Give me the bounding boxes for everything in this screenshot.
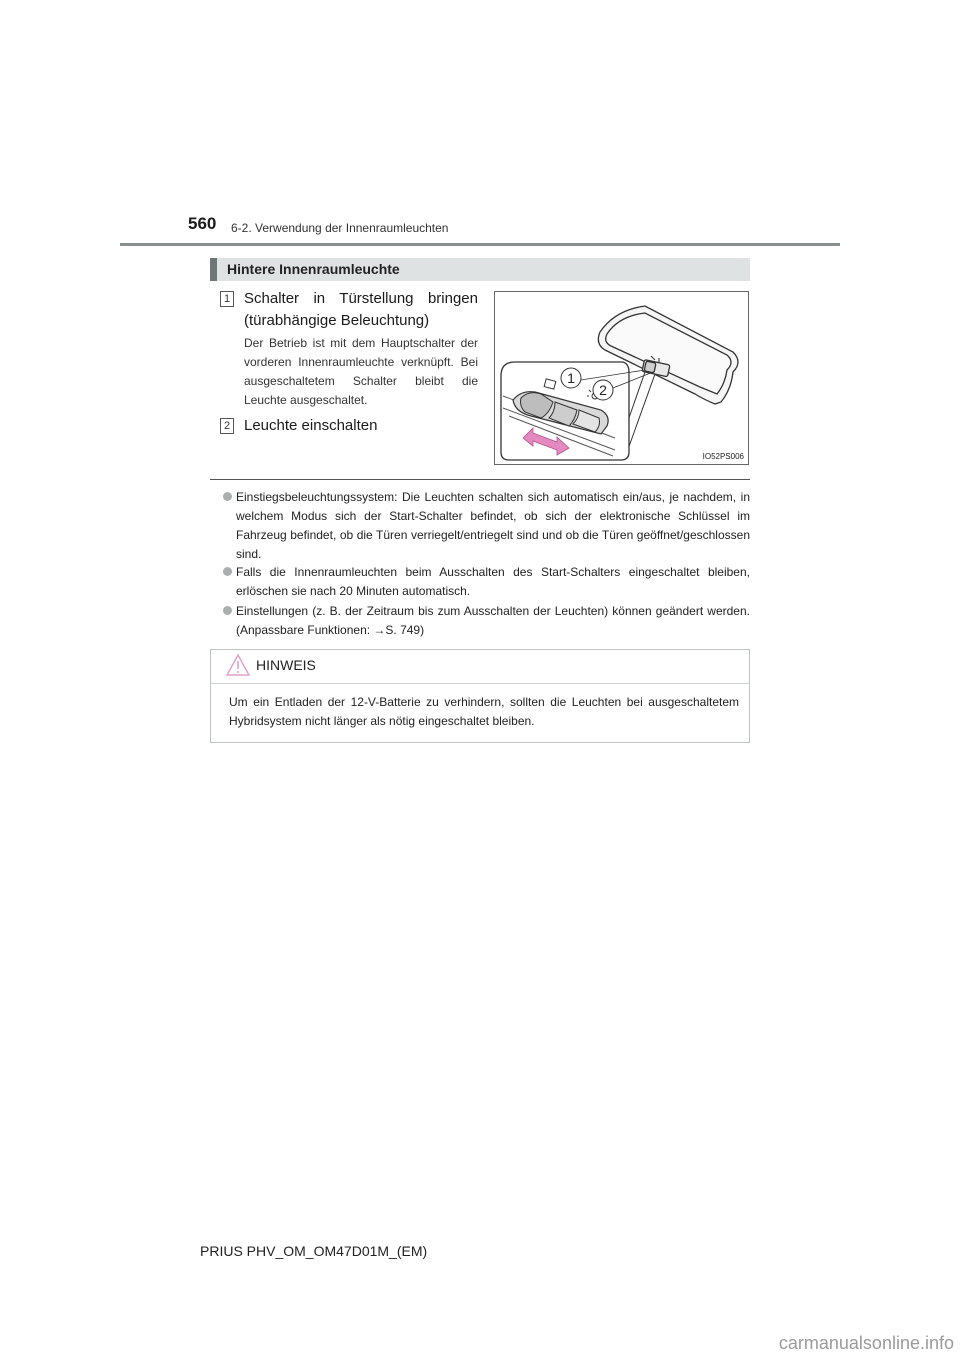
bullet-text: Einstellungen (z. B. der Zeitraum bis zum Ausschalten der Leuchten) können geändert werden. (Anpassbare Funktionen: →S. 749) [236,604,750,637]
page-number: 560 [188,214,217,233]
rear-light-drawing [495,292,748,464]
chapter-title: 6-2. Verwendung der Innenraumleuchten [231,221,449,235]
item-1-title: Schalter in Türstellung bringen (türabhängige Beleuchtung) [244,290,478,329]
bullet-dot-icon [223,492,232,501]
rear-light-illustration [494,291,749,465]
notice-label: HINWEIS [256,657,316,673]
section-title: Hintere Innenraumleuchte [227,261,400,277]
bullet-dot-icon [223,606,232,615]
callout-2: 2 [599,382,607,398]
header-rule [120,243,840,246]
illustration-code: IO52PS006 [702,452,744,461]
item-2-number: 2 [220,418,234,434]
bullet-text: Falls die Innenraumleuchten beim Ausschalten des Start-Schalters eingeschaltet bleiben, erlöschen sie nach 20 Minuten automatisch. [236,565,750,598]
section-header [210,258,750,281]
bullet-item [236,602,750,640]
bullet-item [236,488,750,564]
bullet-text: Einstiegsbeleuchtungssystem: Die Leuchten schalten sich automatisch ein/aus, je nachdem, in welchem Modus sich der Start-Schalter befindet, ob sich der elektronische Schlüssel im Fahrzeug befindet, ob die Türen verriegelt/entriegelt sind und ob die Türen geöffnet/geschlossen sind. [236,490,750,561]
section-divider [210,479,750,480]
notice-rule [211,683,749,684]
notice-box [210,649,750,743]
callout-1: 1 [567,370,575,386]
warning-triangle-icon [225,653,251,677]
item-1-description: Der Betrieb ist mit dem Hauptschalter der vorderen Innenraumleuchte verknüpft. Bei ausgeschaltetem Schalter bleibt die Leuchte ausgeschaltet. [244,336,478,407]
watermark: carmanualsonline.info [778,1333,954,1353]
item-1-number: 1 [220,291,234,307]
document-code: PRIUS PHV_OM_OM47D01M_(EM) [200,1243,428,1259]
bullet-dot-icon [223,567,232,576]
item-2-title: Leuchte einschalten [244,417,378,434]
bullet-item [236,563,750,601]
notice-text: Um ein Entladen der 12-V-Batterie zu verhindern, sollten die Leuchten bei ausgeschaltetem Hybridsystem nicht länger als nötig eingeschaltet bleiben. [229,695,739,728]
